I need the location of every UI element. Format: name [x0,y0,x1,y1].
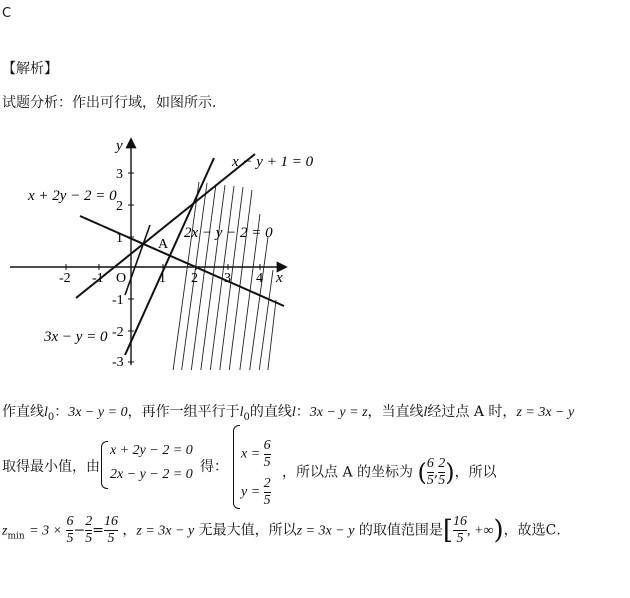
x-tick-label: 1 [159,271,166,286]
y-tick-label: -3 [112,355,124,370]
line1-label: x − y + 1 = 0 [232,154,314,170]
point-a-coordinates: ，所以点 A 的坐标为 ( $\frac{6}{5}$ , $\frac{2}{5}$ )，所以 [282,456,497,488]
x-axis-label: x [276,270,283,286]
feasible-region-graph [0,130,320,370]
x-tick-label: -1 [92,271,104,286]
x-tick-label: 2 [191,271,198,286]
paragraph-1: 作直线$l_0$：3x − y = 0，再作一组平行于$l_0$的直线l：3x − y = z，当直线l经过点 A 时，z = 3x − y [2,404,575,423]
y-tick-label: -1 [112,293,124,308]
line-3x-minus-y [125,225,150,295]
y-solution: y = $\frac{2}{5}$ [241,476,271,508]
x-tick-label: -2 [59,271,71,286]
line2-label: x + 2y − 2 = 0 [28,188,117,204]
system-brace [101,441,108,489]
y-axis-label: y [116,138,123,154]
system-equation-2: 2x − y − 2 = 0 [110,467,193,482]
equation-l: 3x − y = z [309,405,368,420]
paragraph-2-lead: 取得最小值，由 [2,459,100,475]
x-solution: x = $\frac{6}{5}$ [241,438,271,470]
system-equation-1: x + 2y − 2 = 0 [110,443,193,458]
analysis-heading: 【解析】 [2,61,58,77]
result-lead: 得： [200,459,228,475]
x-tick-label: 3 [224,271,231,286]
x-tick-label: 4 [256,271,263,286]
y-tick-label: 3 [116,167,123,182]
y-tick-label: 1 [116,231,123,246]
solution-brace [233,425,240,509]
paragraph-3: $z_{min} = 3$ × $\frac{6}{5}$ − $\frac{2}{5}$ = $\frac{16}{5}$ ，z = 3x − y 无最大值，所以z = 3x − y 的取值范围是[ $\frac{16}{5}$ , +∞)，故选C． [2,514,571,546]
line4-label: 3x − y = 0 [44,329,108,345]
origin-label: O [116,271,127,286]
equation-l0: 3x − y = 0 [68,405,128,420]
answer-letter: C [2,6,12,21]
point-a-label: A [158,237,169,252]
y-tick-label: -2 [112,325,124,340]
line3-label: 2x − y − 2 = 0 [184,225,273,241]
objective-expression: z = 3x − y [516,405,575,420]
intro-text: 试题分析：作出可行域，如图所示． [2,95,226,111]
y-tick-label: 2 [116,199,123,214]
